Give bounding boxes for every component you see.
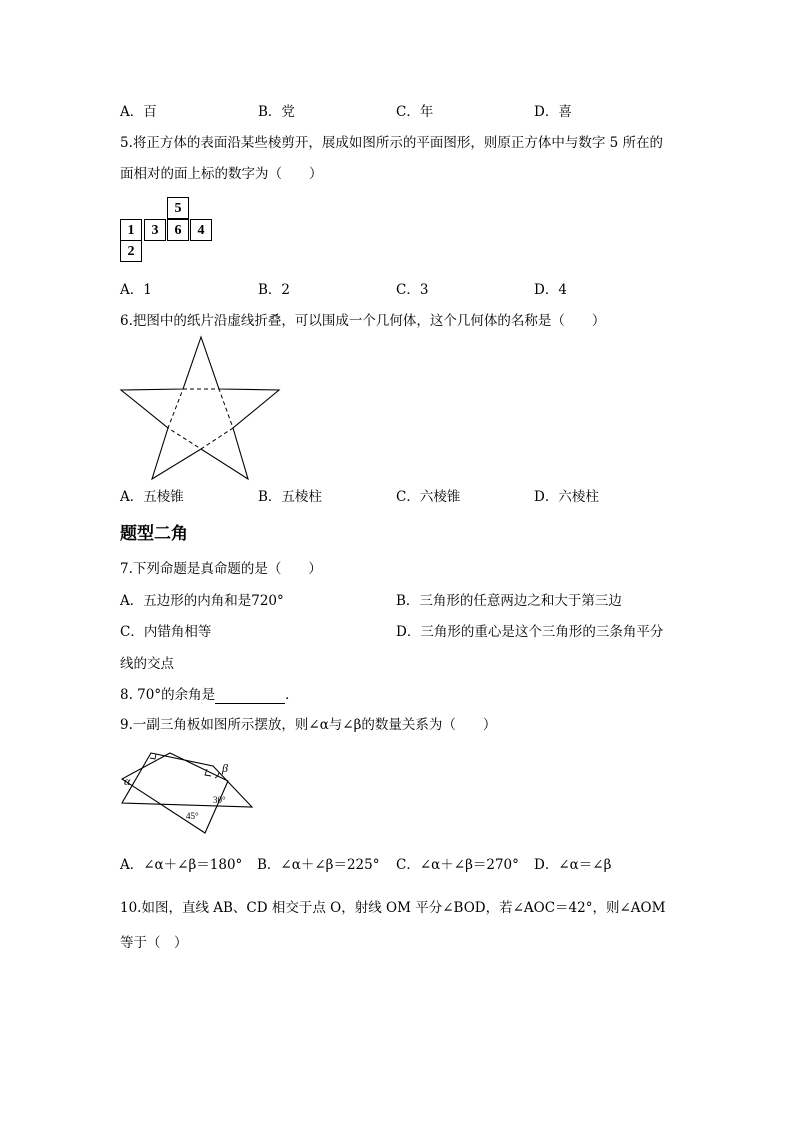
q6-option-c[interactable]: C．六棱锥 bbox=[396, 489, 461, 505]
net-cell: 5 bbox=[167, 197, 189, 219]
q4-option-a[interactable]: A．百 bbox=[120, 104, 157, 120]
q4-option-b[interactable]: B．党 bbox=[258, 104, 295, 120]
q6-option-a[interactable]: A．五棱锥 bbox=[120, 489, 184, 505]
q9-option-a[interactable]: A．∠α＋∠β＝180° bbox=[120, 857, 243, 873]
q9-option-b[interactable]: B．∠α＋∠β＝225° bbox=[257, 857, 380, 873]
q5-question-line1: 5.将正方体的表面沿某些棱剪开，展成如图所示的平面图形，则原正方体中与数字 5 所在的 bbox=[120, 135, 664, 151]
angle-45-label: 45° bbox=[186, 811, 199, 821]
q4-option-c[interactable]: C．年 bbox=[396, 104, 434, 120]
q7-option-b[interactable]: B．三角形的任意两边之和大于第三边 bbox=[396, 593, 622, 609]
net-cell: 6 bbox=[167, 219, 189, 241]
q8-text: 8. 70°的余角是 bbox=[120, 687, 216, 703]
alpha-label: α bbox=[124, 774, 131, 788]
q7-option-a[interactable]: A．五边形的内角和是720° bbox=[120, 593, 284, 609]
star-net-figure bbox=[115, 332, 285, 484]
q5-option-d[interactable]: D．4 bbox=[534, 282, 567, 298]
q7-option-d[interactable]: D．三角形的重心是这个三角形的三条角平分 bbox=[396, 624, 664, 640]
angle-30-label: 30° bbox=[213, 795, 226, 805]
q10-question-line2: 等于（ ） bbox=[120, 935, 188, 951]
q7-question: 7.下列命题是真命题的是（ ） bbox=[120, 561, 322, 577]
net-cell: 4 bbox=[190, 219, 212, 241]
q9-question: 9.一副三角板如图所示摆放，则∠α与∠β的数量关系为（ ） bbox=[120, 717, 497, 733]
net-cell: 2 bbox=[120, 240, 142, 262]
section-heading: 题型二角 bbox=[120, 524, 188, 544]
q5-option-c[interactable]: C．3 bbox=[396, 282, 429, 298]
net-cell: 1 bbox=[120, 219, 142, 241]
q4-option-d[interactable]: D．喜 bbox=[534, 104, 572, 120]
q10-question-line1: 10.如图，直线 AB、CD 相交于点 O，射线 OM 平分∠BOD，若∠AOC＝42°，则∠AOM bbox=[120, 900, 666, 916]
q7-option-d-continued: 线的交点 bbox=[120, 656, 174, 672]
net-cell: 3 bbox=[144, 219, 166, 241]
q9-option-c[interactable]: C．∠α＋∠β＝270° bbox=[396, 857, 519, 873]
q8-question bbox=[120, 686, 299, 704]
q5-option-a[interactable]: A．1 bbox=[120, 282, 152, 298]
q6-question: 6.把图中的纸片沿虚线折叠，可以围成一个几何体，这个几何体的名称是（ ） bbox=[120, 313, 606, 329]
q5-question-line2: 面相对的面上标的数字为（ ） bbox=[120, 166, 323, 182]
q6-option-b[interactable]: B．五棱柱 bbox=[258, 489, 322, 505]
q5-option-b[interactable]: B．2 bbox=[258, 282, 291, 298]
q9-option-d[interactable]: D．∠α＝∠β bbox=[534, 857, 612, 873]
cube-net-figure bbox=[120, 197, 220, 267]
q8-answer-blank[interactable] bbox=[215, 689, 285, 704]
beta-label: β bbox=[222, 761, 228, 775]
q6-option-d[interactable]: D．六棱柱 bbox=[534, 489, 599, 505]
q8-period: ． bbox=[285, 687, 299, 703]
triangle-set-figure bbox=[115, 745, 260, 835]
q7-option-c[interactable]: C．内错角相等 bbox=[120, 624, 212, 640]
